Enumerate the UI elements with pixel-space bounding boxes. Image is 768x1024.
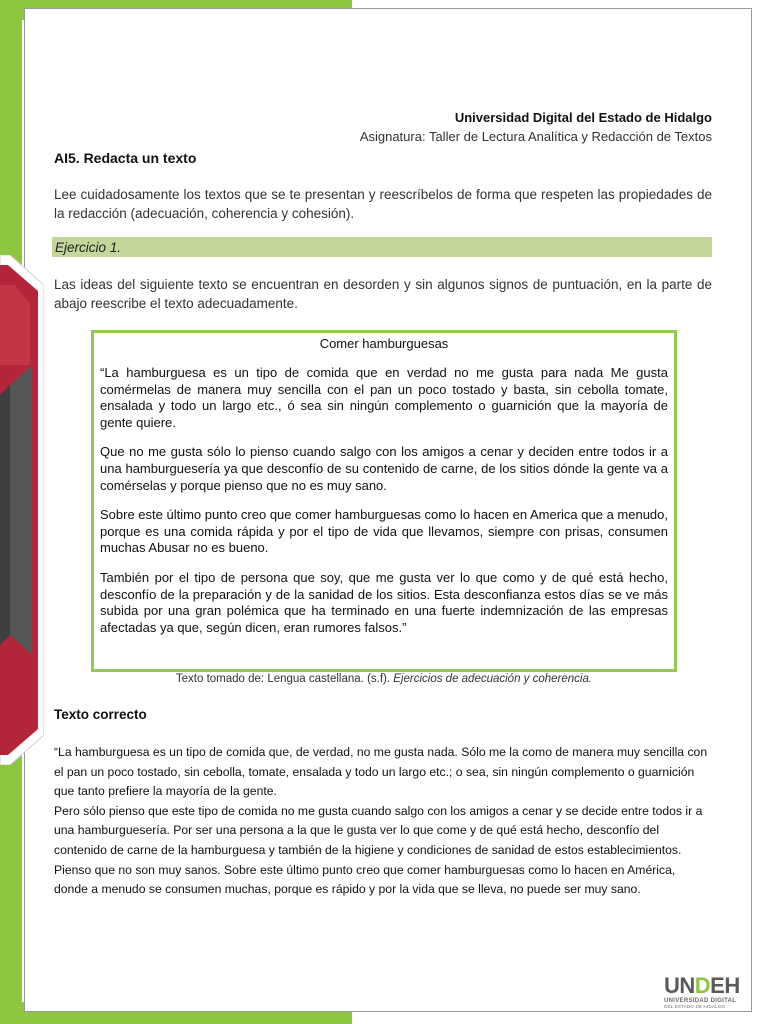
exercise-label: Ejercicio 1. bbox=[55, 240, 122, 255]
decorative-ribbon bbox=[0, 255, 44, 765]
source-text-title: Comer hamburguesas bbox=[319, 336, 449, 351]
logo-part: UN bbox=[664, 973, 695, 998]
correct-paragraph: Pero sólo pienso que este tipo de comida no me gusta cuando salgo con los amigos a cenar y se decide entre todos ir a una hamburguesería. Por ser una persona a la que le gusta ver lo que come y de qué está hecho, desconfío del contenido de carne de la hamburguesa y también de la higiene y condiciones de sanidad de estos establecimientos. Pienso que no son muy sanos. Sobre este último punto creo que comer hamburguesas como lo hacen en América, donde a menudo se consumen muchas, porque es rápido y por la vida que se lleva, no puede ser muy sano. bbox=[54, 803, 703, 897]
citation-prefix: Texto tomado de: Lengua castellana. (s.f). bbox=[175, 673, 394, 685]
logo-subtitle: UNIVERSIDAD DIGITAL bbox=[664, 998, 737, 1004]
university-name: Universidad Digital del Estado de Hidalgo bbox=[454, 110, 712, 125]
correct-text-title: Texto correcto bbox=[54, 707, 147, 722]
ribbon-gray-shadow bbox=[0, 385, 10, 645]
source-text-box bbox=[91, 330, 677, 672]
source-paragraph: “La hamburguesa es un tipo de comida que en verdad no me gusta para nada Me gusta comérmelas de manera muy sencilla con el pan un poco tostado y basta, sin cebolla tomate, ensalada y todo un largo etc., ó sea sin ningún complemento o guarnición que la mayoría de gente quiere. bbox=[100, 365, 668, 430]
ribbon-gray-panel bbox=[10, 365, 32, 655]
correct-text-body bbox=[54, 743, 712, 900]
source-paragraph: También por el tipo de persona que soy, que me gusta ver lo que como y de qué está hecho, desconfío de la preparación y de la sanidad de los sitios. Esta desconfianza estos días se ve más subida por una gran polémica que ha terminado en una fuerte indemnización de las empresas afectadas ya que, según dicen, eran rumores falsos.” bbox=[100, 569, 668, 635]
exercise-description: Las ideas del siguiente texto se encuentran en desorden y sin algunos signos de puntuación, en la parte de abajo reescribe el texto adecuadamente. bbox=[54, 277, 712, 311]
subject-name: Asignatura: Taller de Lectura Analítica y Redacción de Textos bbox=[359, 129, 712, 144]
correct-paragraph: “La hamburguesa es un tipo de comida que, de verdad, no me gusta nada. Sólo me la como de manera muy sencilla con el pan un poco tostado, sin cebolla, tomate, ensalada y todo un largo etc.; o sea, sin ningún complemento o guarnición que tanto prefiere la mayoría de la gente. bbox=[54, 745, 708, 799]
activity-title: AI5. Redacta un texto bbox=[54, 150, 197, 166]
logo-subtitle-small: DEL ESTADO DE HIDALGO bbox=[664, 1004, 726, 1009]
logo-part: EH bbox=[710, 973, 740, 998]
undeh-logo bbox=[664, 975, 744, 1009]
source-paragraph: Que no me gusta sólo lo pienso cuando salgo con los amigos a cenar y deciden entre todos ir a una hamburguesería ya que desconfío de su contenido de carne, de los sitios dónde la gente va a comérselas y porque pienso que no es muy sano. bbox=[100, 444, 668, 493]
activity-instructions: Lee cuidadosamente los textos que se te presentan y reescríbelos de forma que respeten las propiedades de la redacción (adecuación, coherencia y cohesión). bbox=[54, 187, 712, 221]
logo-wordmark bbox=[664, 975, 744, 997]
logo-part-accent: D bbox=[694, 973, 711, 998]
source-paragraph: Sobre este último punto creo que comer hamburguesas como lo hacen en America que a menudo, porque es una comida rápida y por el tipo de vida que llevamos, siempre con prisas, consumen muchas Abusar no es bueno. bbox=[100, 507, 669, 556]
citation-title: Ejercicios de adecuación y coherencia. bbox=[393, 673, 593, 685]
exercise-header-bar bbox=[52, 237, 712, 257]
source-citation bbox=[91, 673, 677, 685]
